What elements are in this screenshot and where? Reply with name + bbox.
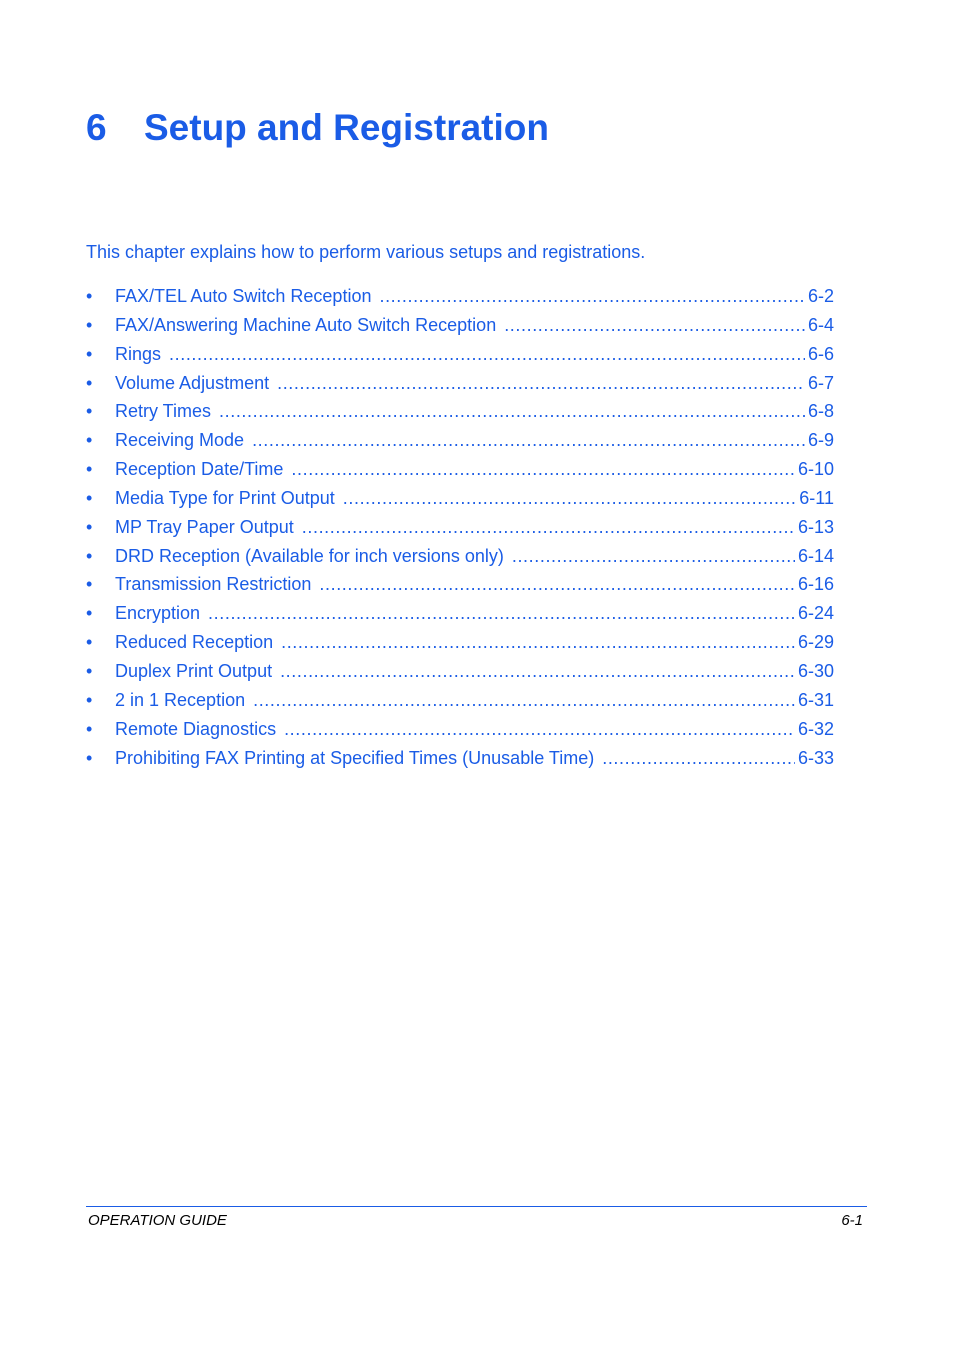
dot-leader [602,746,795,770]
toc-link[interactable] [115,428,834,452]
toc-item[interactable] [86,688,834,717]
toc-item-title[interactable]: Rings [115,343,162,364]
toc-item-title[interactable]: Remote Diagnostics [115,718,277,739]
toc-item[interactable] [86,572,834,601]
toc-item-title[interactable]: Reception Date/Time [115,459,284,480]
toc-item-page[interactable]: 6-29 [797,632,834,653]
toc-link[interactable] [115,457,834,481]
bullet-icon: • [86,372,93,393]
toc-link[interactable] [115,544,834,568]
toc-link[interactable] [115,399,834,423]
dot-leader [280,659,795,683]
toc-link[interactable] [115,746,834,770]
dot-leader [504,313,805,337]
dot-leader [208,601,795,625]
toc-item[interactable] [86,428,834,457]
toc-item-page[interactable]: 6-9 [807,430,834,451]
toc-link[interactable] [115,342,834,366]
toc-link[interactable] [115,630,834,654]
toc-link[interactable] [115,572,834,596]
toc-link[interactable] [115,659,834,683]
toc-item-page[interactable]: 6-13 [797,516,834,537]
toc-item[interactable] [86,601,834,630]
bullet-icon: • [86,459,93,480]
toc-item-page[interactable]: 6-10 [797,459,834,480]
toc-item-title[interactable]: Prohibiting FAX Printing at Specified Times (Unusable Time) [115,747,595,768]
dot-leader [281,630,795,654]
bullet-icon: • [86,314,93,335]
toc-link[interactable] [115,313,834,337]
toc-item-title[interactable]: Media Type for Print Output [115,487,335,508]
toc-item[interactable] [86,746,834,775]
toc-link[interactable] [115,371,834,395]
toc-item-page[interactable]: 6-32 [797,718,834,739]
toc-link[interactable] [115,688,834,712]
dot-leader [302,515,795,539]
bullet-icon: • [86,343,93,364]
toc-link[interactable] [115,717,834,741]
toc-link[interactable] [115,284,834,308]
toc-item-page[interactable]: 6-33 [797,747,834,768]
dot-leader [169,342,805,366]
toc-item-title[interactable]: DRD Reception (Available for inch versions only) [115,545,504,566]
dot-leader [319,572,795,596]
toc-item-title[interactable]: Encryption [115,603,201,624]
toc-item-title[interactable]: FAX/Answering Machine Auto Switch Reception [115,314,497,335]
footer-page-number: 6-1 [841,1212,863,1229]
toc-item-page[interactable]: 6-2 [807,286,834,306]
dot-leader [284,717,795,741]
bullet-icon: • [86,286,93,306]
toc-item-title[interactable]: Duplex Print Output [115,660,273,681]
toc-item-title[interactable]: Retry Times [115,401,212,422]
bullet-icon: • [86,632,93,653]
bullet-icon: • [86,545,93,566]
toc-item[interactable] [86,717,834,746]
dot-leader [252,428,805,452]
toc-list [86,284,834,774]
dot-leader [219,399,805,423]
toc-item[interactable] [86,659,834,688]
bullet-icon: • [86,516,93,537]
toc-item[interactable] [86,515,834,544]
dot-leader [291,457,795,481]
chapter-title: Setup and Registration [144,107,549,148]
chapter-heading [86,104,549,152]
dot-leader [253,688,795,712]
bullet-icon: • [86,689,93,710]
toc-item-title[interactable]: Transmission Restriction [115,574,312,595]
dot-leader [379,284,805,308]
toc-item-title[interactable]: FAX/TEL Auto Switch Reception [115,286,372,306]
toc-item-page[interactable]: 6-7 [807,372,834,393]
bullet-icon: • [86,487,93,508]
toc-link[interactable] [115,515,834,539]
toc-item[interactable] [86,371,834,400]
footer-divider [86,1206,867,1207]
bullet-icon: • [86,401,93,422]
toc-item[interactable] [86,342,834,371]
dot-leader [512,544,795,568]
bullet-icon: • [86,574,93,595]
toc-item[interactable] [86,284,834,313]
toc-link[interactable] [115,486,834,510]
toc-item[interactable] [86,630,834,659]
bullet-icon: • [86,747,93,768]
toc-item-title[interactable]: Reduced Reception [115,632,274,653]
toc-item-title[interactable]: Volume Adjustment [115,372,270,393]
toc-item-page[interactable]: 6-6 [807,343,834,364]
toc-item-page[interactable]: 6-16 [797,574,834,595]
toc-item-page[interactable]: 6-8 [807,401,834,422]
toc-link[interactable] [115,601,834,625]
toc-item[interactable] [86,486,834,515]
dot-leader [277,371,805,395]
toc-item-page[interactable]: 6-14 [797,545,834,566]
toc-item-page[interactable]: 6-30 [797,660,834,681]
toc-item[interactable] [86,399,834,428]
toc-item[interactable] [86,457,834,486]
bullet-icon: • [86,430,93,451]
dot-leader [343,486,797,510]
chapter-number: 6 [86,107,107,148]
bullet-icon: • [86,718,93,739]
intro-text: This chapter explains how to perform various setups and registrations. [86,242,646,262]
toc-item-title[interactable]: 2 in 1 Reception [115,689,246,710]
footer-guide-title: OPERATION GUIDE [88,1212,227,1229]
toc-item-title[interactable]: Receiving Mode [115,430,245,451]
toc-item-page[interactable]: 6-4 [807,314,834,335]
toc-item[interactable] [86,313,834,342]
toc-item[interactable] [86,544,834,573]
toc-item-page[interactable]: 6-31 [797,689,834,710]
toc-item-page[interactable]: 6-24 [797,603,834,624]
toc-item-title[interactable]: MP Tray Paper Output [115,516,294,537]
toc-item-page[interactable]: 6-11 [799,487,834,508]
bullet-icon: • [86,660,93,681]
bullet-icon: • [86,603,93,624]
